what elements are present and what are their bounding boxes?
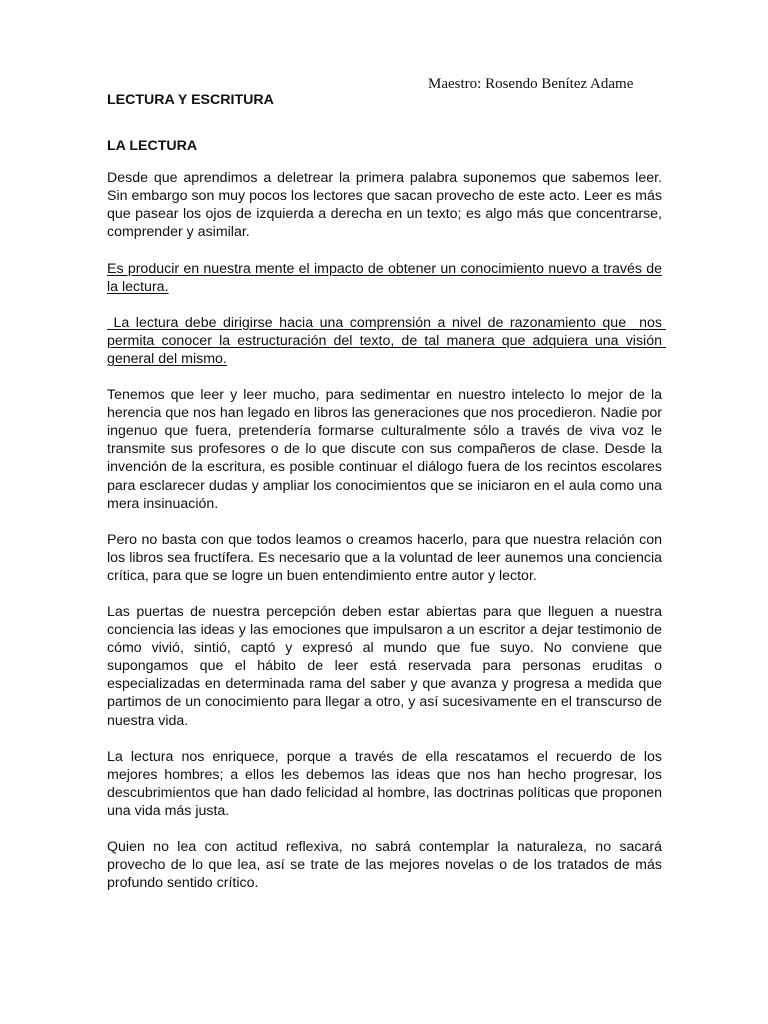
underlined-paragraph: La lectura debe dirigirse hacia una comprensión a nivel de razonamiento que nos permita conocer la estructuración del texto, de tal manera que adquiera una visión general del mismo. xyxy=(107,314,666,367)
paragraph: Desde que aprendimos a deletrear la primera palabra suponemos que sabemos leer. Sin embargo son muy pocos los lectores que sacan provecho de este acto. Leer es más que pasear los ojos de izquierda a derecha en un texto; es algo más que concentrarse, comprender y asimilar. xyxy=(107,170,662,241)
author-line: Maestro: Rosendo Benítez Adame xyxy=(428,76,634,92)
underlined-paragraph: Es producir en nuestra mente el impacto de obtener un conocimiento nuevo a través de la lectura. xyxy=(107,260,662,295)
paragraph: Quien no lea con actitud reflexiva, no sabrá contemplar la naturaleza, no sacará provecho de lo que lea, así se trate de las mejores novelas o de los tratados de más profundo sentido crítico. xyxy=(107,839,662,892)
document-body xyxy=(107,91,666,892)
paragraph: Las puertas de nuestra percepción deben estar abiertas para que lleguen a nuestra conciencia las ideas y las emociones que impulsaron a un escritor a dejar testimonio de cómo vivió, sintió, captó y expresó al mundo que fue suyo. No conviene que supongamos que el hábito de leer está reservada para personas eruditas o especializadas en determinada rama del saber y que avanza y progresa a medida que partimos de un conocimiento para llegar a otro, y así sucesivamente en el transcurso de nuestra vida. xyxy=(107,603,662,729)
section-title: LA LECTURA xyxy=(107,138,198,155)
document-title: LECTURA Y ESCRITURA xyxy=(107,92,274,108)
paragraph: Pero no basta con que todos leamos o creamos hacerlo, para que nuestra relación con los libros sea fructífera. Es necesario que a la voluntad de leer aunemos una conciencia crítica, para que se logre un buen entendimiento entre autor y lector. xyxy=(107,531,662,584)
paragraph: La lectura nos enriquece, porque a través de ella rescatamos el recuerdo de los mejores hombres; a ellos les debemos las ideas que nos han hecho progresar, los descubrimientos que han dado felicidad al hombre, las doctrinas políticas que proponen una vida más justa. xyxy=(107,748,662,819)
paragraph: Tenemos que leer y leer mucho, para sedimentar en nuestro intelecto lo mejor de la herencia que nos han legado en libros las generaciones que nos procedieron. Nadie por ingenuo que fuera, pretendería formarse culturalmente sólo a través de viva voz le transmite sus profesores o de lo que discute con sus compañeros de clase. Desde la invención de la escritura, es posible continuar el diálogo fuera de los recintos escolares para esclarecer dudas y ampliar los conocimientos que se iniciaron en el aula como una mera insinuación. xyxy=(107,387,662,512)
